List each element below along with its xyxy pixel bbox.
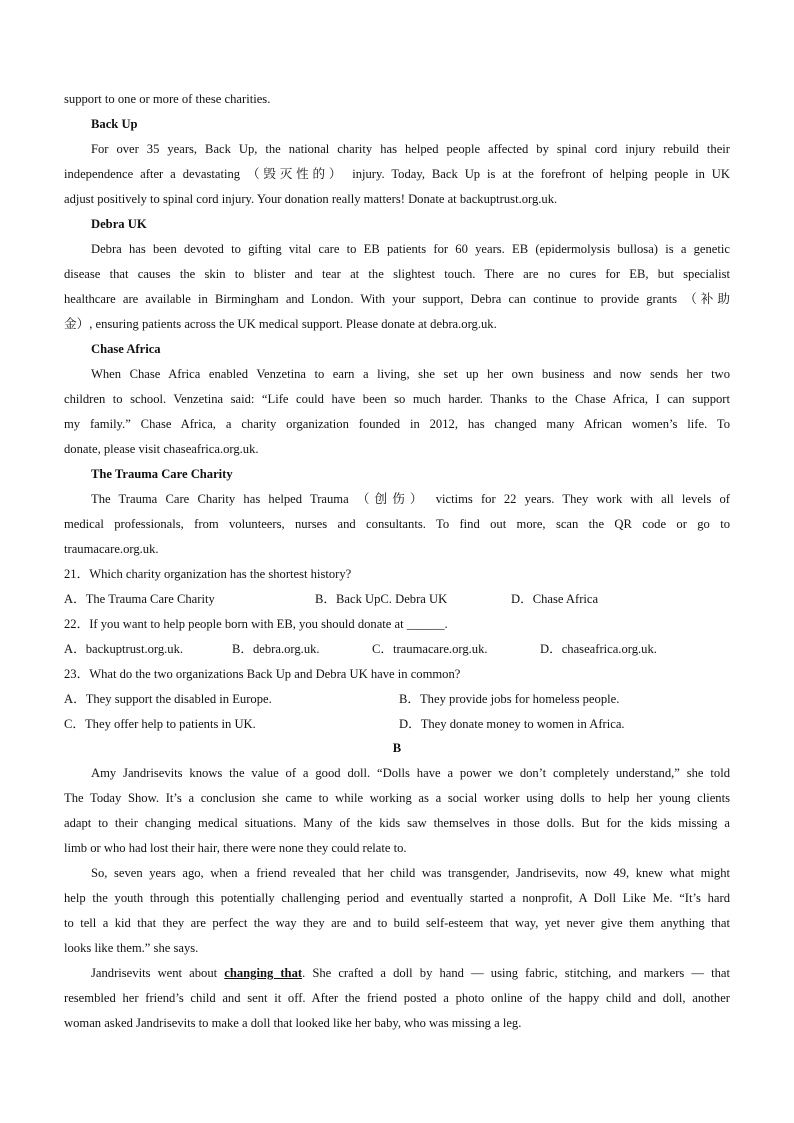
back-up-heading: Back Up bbox=[91, 117, 138, 131]
section-b-label: B bbox=[392, 741, 402, 755]
debra-line-3: healthcare are available in Birmingham and London. With your support, Debra can continue to provide grants （补助 bbox=[64, 292, 730, 306]
debra-line-1: Debra has been devoted to gifting vital care to EB patients for 60 years. EB (epidermolysis bullosa) is a genetic bbox=[91, 242, 730, 256]
q22-option-c: C．traumacare.org.uk. bbox=[372, 642, 488, 656]
debra-line-4: 金）, ensuring patients across the UK medical support. Please donate at debra.org.uk. bbox=[64, 317, 497, 331]
debra-heading: Debra UK bbox=[91, 217, 147, 231]
chase-line-2: children to school. Venzetina said: “Life could have been so much harder. Thanks to the Chase Africa, I can support bbox=[64, 392, 730, 406]
debra-line-2: disease that causes the skin to blister and tear at the slightest touch. There are no cures for EB, but specialist bbox=[64, 267, 730, 281]
b-p1-line-1: Amy Jandrisevits knows the value of a good doll. “Dolls have a power we don’t completely understand,” she told bbox=[91, 766, 730, 780]
b-p1-line-2: The Today Show. It’s a conclusion she came to while working as a social worker using dolls to help her young clients bbox=[64, 791, 730, 805]
trauma-line-1: The Trauma Care Charity has helped Trauma （创伤） victims for 22 years. They work with all levels of bbox=[91, 492, 730, 506]
b-p2-line-2: help the youth through this potentially challenging period and eventually started a nonprofit, A Doll Like Me. “It’s hard bbox=[64, 891, 730, 905]
b-p1-line-4: limb or who had lost their hair, there were none they could relate to. bbox=[64, 841, 407, 855]
q21-stem: 21．Which charity organization has the shortest history? bbox=[64, 567, 352, 581]
q23-option-b: B．They provide jobs for homeless people. bbox=[399, 692, 620, 706]
q22-stem: 22．If you want to help people born with EB, you should donate at ______. bbox=[64, 617, 448, 631]
chase-line-4: donate, please visit chaseafrica.org.uk. bbox=[64, 442, 259, 456]
q22-option-d: D．chaseafrica.org.uk. bbox=[540, 642, 657, 656]
document-page bbox=[64, 0, 730, 1123]
q22-option-a: A．backuptrust.org.uk. bbox=[64, 642, 184, 656]
q21-option-b: B．Back UpC. Debra UK bbox=[315, 592, 448, 606]
q23-option-c: C．They offer help to patients in UK. bbox=[64, 717, 256, 731]
q23-stem: 23．What do the two organizations Back Up and Debra UK have in common? bbox=[64, 667, 461, 681]
q23-option-d: D．They donate money to women in Africa. bbox=[399, 717, 625, 731]
b-p3-line-1 bbox=[91, 961, 730, 986]
chase-line-1: When Chase Africa enabled Venzetina to earn a living, she set up her own business and now sends her two bbox=[91, 367, 730, 381]
b-p2-line-4: looks like them.” she says. bbox=[64, 941, 199, 955]
trauma-line-2: medical professionals, from volunteers, nurses and consultants. To find out more, scan the QR code or go to bbox=[64, 517, 730, 531]
chase-heading: Chase Africa bbox=[91, 342, 161, 356]
back-up-line-2: independence after a devastating （毁灭性的） injury. Today, Back Up is at the forefront of helping people in UK bbox=[64, 167, 730, 181]
trauma-line-3: traumacare.org.uk. bbox=[64, 542, 159, 556]
b-p1-line-3: adapt to their changing medical situations. Many of the kids saw themselves in those dolls. But for the kids missing a bbox=[64, 816, 730, 830]
b-p3-line-2: resembled her friend’s child and sent it off. After the friend posted a photo online of the happy child and doll, another bbox=[64, 991, 730, 1005]
q23-option-a: A．They support the disabled in Europe. bbox=[64, 692, 272, 706]
back-up-line-1: For over 35 years, Back Up, the national charity has helped people affected by spinal cord injury rebuild their bbox=[91, 142, 730, 156]
q22-option-b: B．debra.org.uk. bbox=[232, 642, 320, 656]
b-p2-line-1: So, seven years ago, when a friend revealed that her child was transgender, Jandrisevits, now 49, knew what might bbox=[91, 866, 730, 880]
q21-option-d: D．Chase Africa bbox=[511, 592, 599, 606]
back-up-line-3: adjust positively to spinal cord injury. Your donation really matters! Donate at backuptrust.org.uk. bbox=[64, 192, 558, 206]
b-p3-line-1-post: . She crafted a doll by hand — using fabric, stitching, and markers — that bbox=[302, 966, 730, 980]
b-p3-line-1-pre: Jandrisevits went about bbox=[91, 966, 225, 980]
underlined-phrase: changing that bbox=[224, 966, 303, 980]
trauma-heading: The Trauma Care Charity bbox=[91, 467, 233, 481]
intro-tail: support to one or more of these charities. bbox=[64, 92, 271, 106]
q21-option-a: A．The Trauma Care Charity bbox=[64, 592, 215, 606]
b-p3-line-3: woman asked Jandrisevits to make a doll that looked like her baby, who was missing a leg. bbox=[64, 1016, 522, 1030]
b-p2-line-3: to tell a kid that they are perfect the way they are and to build self-esteem that way, yet never give them anything that bbox=[64, 916, 730, 930]
chase-line-3: my family.” Chase Africa, a charity organization founded in 2012, has changed many African women’s life. To bbox=[64, 417, 730, 431]
